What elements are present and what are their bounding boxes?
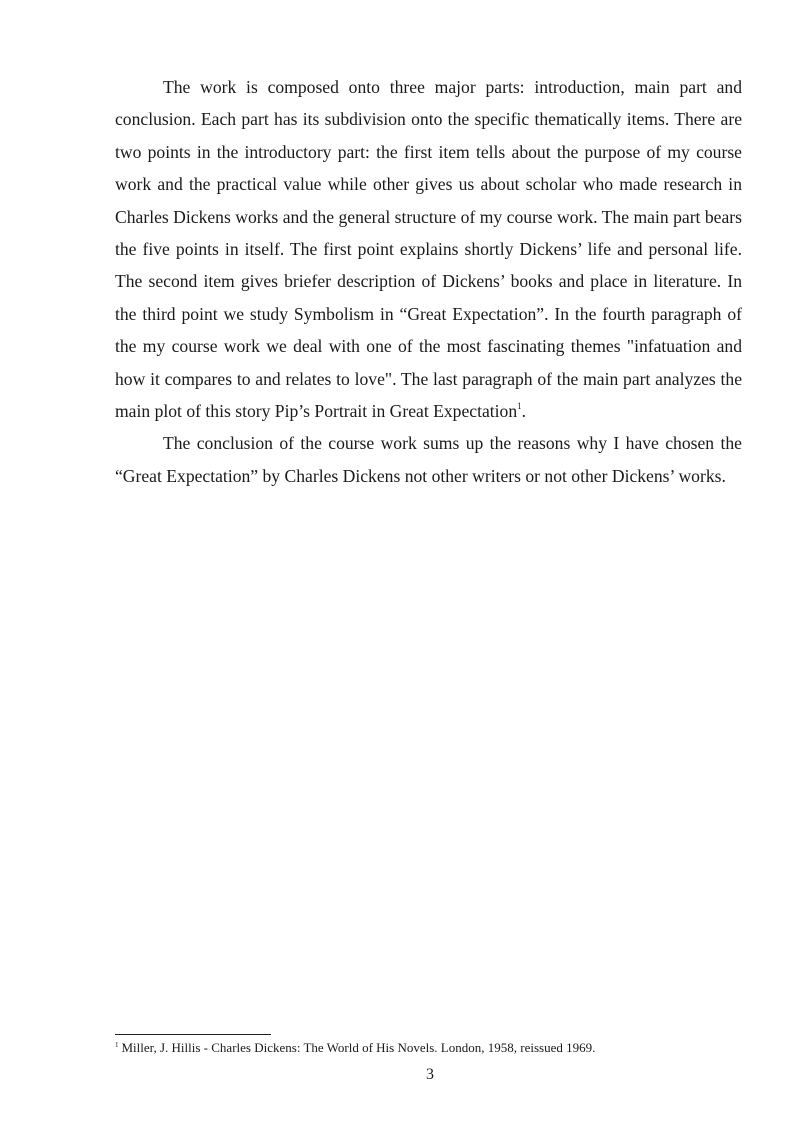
paragraph-parts-overview	[115, 71, 742, 427]
paragraph-conclusion	[115, 427, 742, 492]
footnote-separator	[115, 1034, 271, 1035]
footnote-reference[interactable]: 1	[517, 401, 522, 412]
page-number: 3	[426, 1066, 434, 1083]
footnote-text: Miller, J. Hillis - Charles Dickens: The World of His Novels. London, 1958, reissued 1969.	[121, 1040, 596, 1055]
footnote	[115, 1040, 755, 1056]
paragraph-text: The work is composed onto three major parts: introduction, main part and conclusion. Each part has its subdivision onto the specific thematically items. There are two points in the introductory part: the first item tells about the purpose of my course work and the practical value while other gives us about scholar who made research in Charles Dickens works and the general structure of my course work. The main part bears the five points in itself. The first point explains shortly Dickens’ life and personal life. The second item gives briefer description of Dickens’ books and place in literature. In the third point we study Symbolism in “Great Expectation”. In the fourth paragraph of the my course work we deal with one of the most fascinating themes "infatuation and how it compares to and relates to love". The last paragraph of the main part analyzes the main plot of this story Pip’s Portrait in Great Expectation	[115, 77, 742, 422]
body-text	[115, 71, 742, 492]
footnote-marker: 1	[115, 1040, 119, 1049]
paragraph-tail: .	[521, 401, 527, 422]
paragraph-text: The conclusion of the course work sums up the reasons why I have chosen the “Great Expectation” by Charles Dickens not other writers or not other Dickens’ works.	[115, 433, 742, 486]
